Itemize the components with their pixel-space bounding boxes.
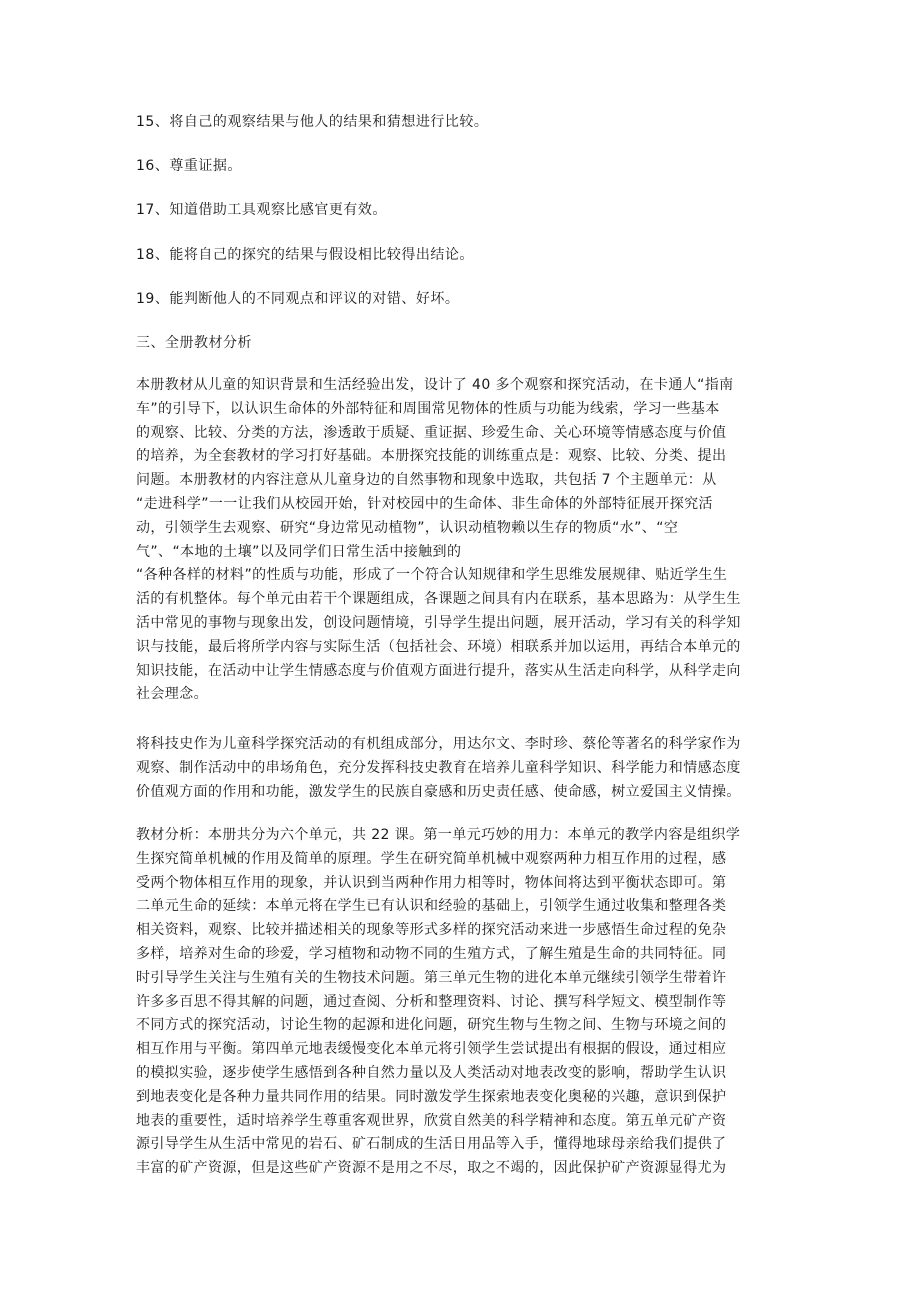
paragraph-line: 相关资料，观察、比较并描述相关的现象等形式多样的探究活动来进一步感悟生命过程的免杂 xyxy=(136,922,727,939)
paragraph-line: 知识技能，在活动中让学生情感态度与价值观方面进行提升，落实从生活走向科学，从科学走向 xyxy=(136,662,741,679)
paragraph-line: 本册教材从儿童的知识背景和生活经验出发，设计了 40 多个观察和探究活动，在卡通人“指南 xyxy=(136,377,734,393)
paragraph-line: 的观察、比较、分类的方法，渗透敢于质疑、重证据、珍爱生命、关心环境等情感态度与价值 xyxy=(136,424,727,441)
paragraph-line: 二单元生命的延续：本单元将在学生已有认识和经验的基础上，引领学生通过收集和整理各类 xyxy=(136,898,727,915)
paragraph-line: 丰富的矿产资源，但是这些矿产资源不是用之不尽，取之不竭的，因此保护矿产资源显得尤为 xyxy=(136,1160,727,1177)
paragraph-line: “走进科学”一一让我们从校园开始，针对校园中的生命体、非生命体的外部特征展开探究活 xyxy=(136,495,713,512)
paragraph-line: 源引导学生从生活中常见的岩石、矿石制成的生活日用品等入手，懂得地球母亲给我们提供了 xyxy=(136,1136,727,1153)
paragraph-line: 生探究简单机械的作用及简单的原理。学生在研究简单机械中观察两种力相互作用的过程，感 xyxy=(136,850,727,867)
paragraph-line: 车”的引导下，以认识生命体的外部特征和周围常见物体的性质与功能为线索，学习一些基本 xyxy=(136,400,720,417)
list-item-19: 19、能判断他人的不同观点和评议的对错、好坏。 xyxy=(136,291,460,307)
paragraph-line: 相互作用与平衡。第四单元地表缓慢变化本单元将引领学生尝试提出有根据的假设，通过相应 xyxy=(136,1041,727,1058)
paragraph-line: 许多多百思不得其解的问题，通过查阅、分析和整理资料、讨论、撰写科学短文、模型制作等 xyxy=(136,993,727,1010)
paragraph-line: 多样，培养对生命的珍爱，学习植物和动物不同的生殖方式，了解生殖是生命的共同特征。同 xyxy=(136,945,727,962)
list-item-16: 16、尊重证据。 xyxy=(136,158,242,174)
paragraph-line: 气”、“本地的土壤”以及同学们日常生活中接触到的 xyxy=(136,543,462,560)
paragraph-line: 动，引领学生去观察、研究“身边常见动植物”，认识动植物赖以生存的物质“水”、“空 xyxy=(136,519,679,536)
paragraph-line: 教材分析：本册共分为六个单元，共 22 课。第一单元巧妙的用力：本单元的教学内容是组织学 xyxy=(136,827,741,843)
paragraph-line: 观察、制作活动中的串场角色，充分发挥科技史教育在培养儿童科学知识、科学能力和情感态度 xyxy=(136,759,741,776)
paragraph-line: 时引导学生关注与生殖有关的生物技术问题。第三单元生物的进化本单元继续引领学生带着许 xyxy=(136,969,727,986)
paragraph-line: 将科技史作为儿童科学探究活动的有机组成部分，用达尔文、李时珍、蔡伦等著名的科学家作为 xyxy=(136,736,741,752)
section-heading: 三、全册教材分析 xyxy=(136,335,252,351)
paragraph-unit-analysis xyxy=(136,824,796,1181)
paragraph-line: 不同方式的探究活动，讨论生物的起源和进化问题，研究生物与生物之间、生物与环境之间的 xyxy=(136,1017,727,1034)
paragraph-line: 问题。本册教材的内容注意从儿童身边的自然事物和现象中选取，共包括 7 个主题单元：从 xyxy=(136,472,717,489)
paragraph-line: 的培养，为全套教材的学习打好基础。本册探究技能的训练重点是：观察、比较、分类、提出 xyxy=(136,448,727,465)
paragraph-line: 受两个物体相互作用的现象，并认识到当两种作用力相等时，物体间将达到平衡状态即可。第 xyxy=(136,874,727,891)
paragraph-line: “各种各样的材料”的性质与功能，形成了一个符合认知规律和学生思维发展规律、贴近学生生 xyxy=(136,567,728,584)
list-item-15: 15、将自己的观察结果与他人的结果和猜想进行比较。 xyxy=(136,114,489,130)
paragraph-history-of-science xyxy=(136,733,796,804)
list-item-17: 17、知道借助工具观察比感官更有效。 xyxy=(136,202,387,218)
paragraph-line: 地表的重要性，适时培养学生尊重客观世界，欣赏自然美的科学精神和态度。第五单元矿产资 xyxy=(136,1112,727,1129)
paragraph-line: 社会理念。 xyxy=(136,686,208,703)
paragraph-line: 识与技能，最后将所学内容与实际生活（包括社会、环境）相联系并加以运用，再结合本单元的 xyxy=(136,638,741,655)
paragraph-line: 价值观方面的作用和功能，激发学生的民族自豪感和历史责任感、使命感，树立爱国主义情操。 xyxy=(136,783,741,800)
paragraph-textbook-overview xyxy=(136,374,796,707)
paragraph-line: 活的有机整体。每个单元由若干个课题组成，各课题之间具有内在联系，基本思路为：从学生生 xyxy=(136,591,741,608)
list-item-18: 18、能将自己的探究的结果与假设相比较得出结论。 xyxy=(136,247,474,263)
paragraph-line: 到地表变化是各种力量共同作用的结果。同时激发学生探索地表变化奥秘的兴趣，意识到保护 xyxy=(136,1088,727,1105)
paragraph-line: 的模拟实验，逐步使学生感悟到各种自然力量以及人类活动对地表改变的影响，帮助学生认识 xyxy=(136,1064,727,1081)
paragraph-line: 活中常见的事物与现象出发，创设问题情境，引导学生提出问题，展开活动，学习有关的科学知 xyxy=(136,614,741,631)
